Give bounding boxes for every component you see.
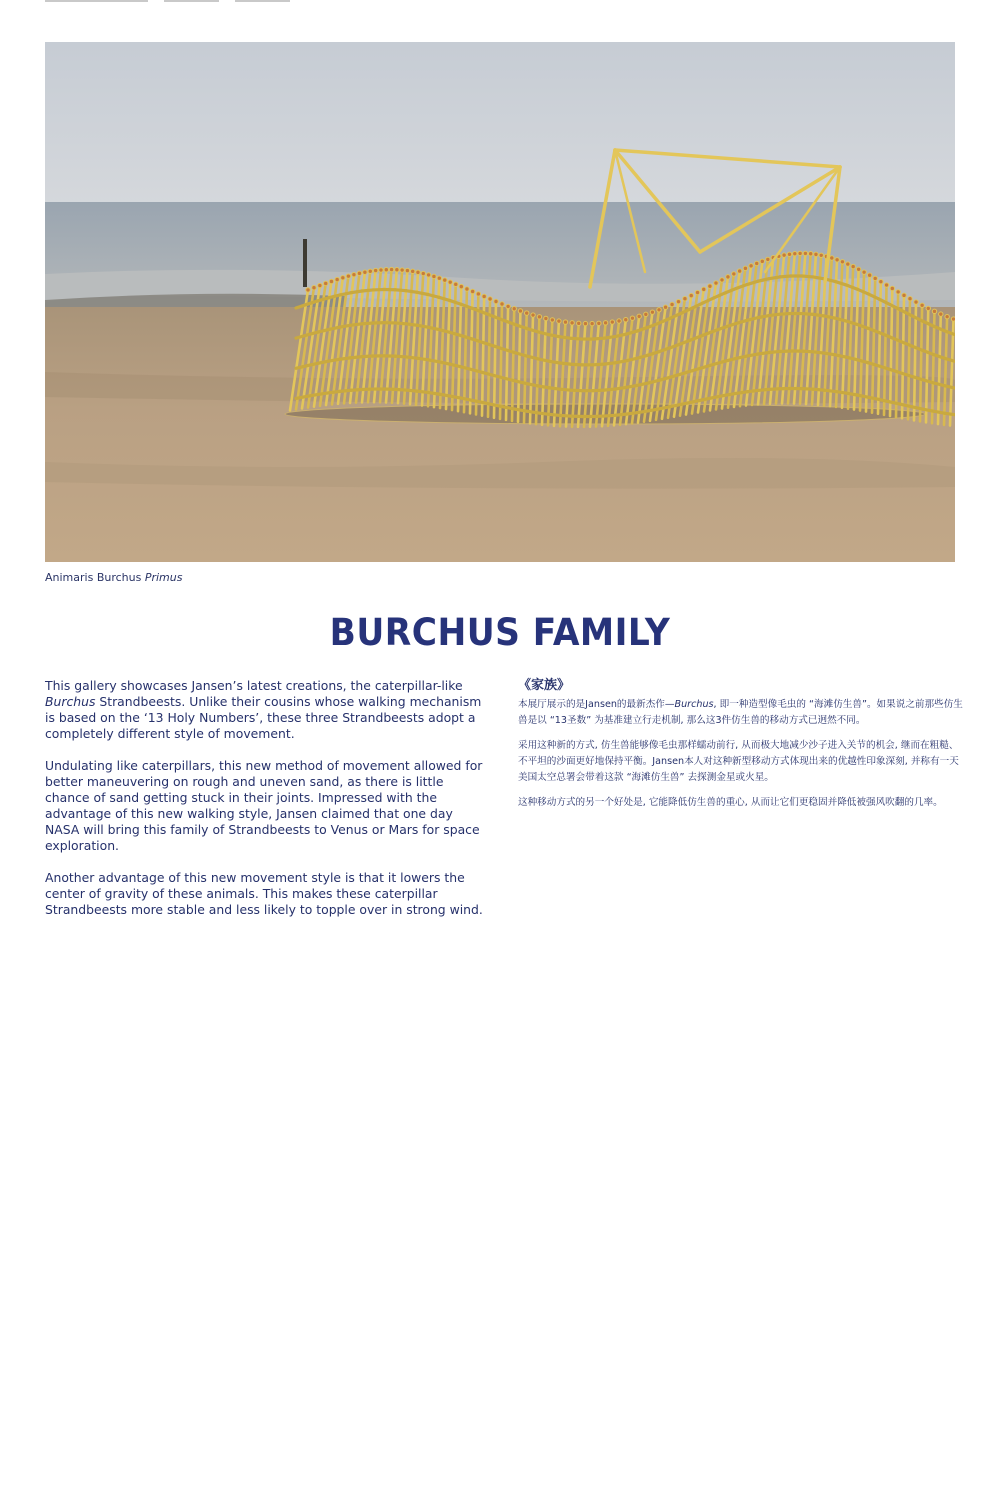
chinese-p1-end: , 即一种造型像毛虫的 “海滩仿生兽”。如果说之前那些仿生兽是以 “13圣数” 为基准建立行走机制, 那么这3件仿生兽的移动方式已迥然不同。 [518, 699, 963, 726]
english-p1-italic: Burchus [45, 694, 96, 709]
top-decorative-bar [45, 0, 290, 3]
chinese-p1-start: 本展厅展示的是Jansen的最新杰作— [518, 699, 675, 710]
photo-post [303, 239, 307, 287]
caption-italic: Primus [144, 571, 183, 584]
chinese-paragraph-2: 采用这种新的方式, 仿生兽能够像毛虫那样蠕动前行, 从而极大地减少沙子进入关节的机会, 继而在粗糙、不平坦的沙面更好地保持平衡。Jansen本人对这种新型移动方式体现出来的优越性印象深刻, 并称有一天美国太空总署会带着这款 “海滩仿生兽” 去探测金星或火星。 [518, 740, 959, 783]
english-paragraph-3: Another advantage of this new movement style is that it lowers the center of gravity of these animals. This makes these caterpillar Strandbeests more stable and less likely to topple over in strong wind. [45, 870, 483, 917]
caption-name: Animaris Burchus [45, 571, 142, 584]
photo-caption [45, 571, 182, 584]
english-p1-start: This gallery showcases Jansen’s latest creations, the caterpillar-like [45, 678, 463, 693]
english-paragraph-1 [45, 678, 485, 742]
chinese-title: 《家族》 [518, 678, 571, 693]
chinese-p1-italic: Burchus [674, 699, 714, 710]
hero-photo [45, 42, 955, 562]
chinese-paragraph-1 [518, 697, 963, 729]
english-text-column [45, 678, 485, 934]
photo-sky [45, 42, 955, 207]
chinese-text-column [518, 677, 963, 820]
chinese-paragraph-3: 这种移动方式的另一个好处是, 它能降低仿生兽的重心, 从而让它们更稳固并降低被强风吹翻的几率。 [518, 797, 943, 808]
english-paragraph-2: Undulating like caterpillars, this new method of movement allowed for better maneuvering on rough and uneven sand, as there is little chance of sand getting stuck in their joints. Impressed with the advantage of this new walking style, Jansen claimed that one day NASA will bring this family of Strandbeests to Venus or Mars for space exploration. [45, 758, 483, 853]
page-title: BURCHUS FAMILY [329, 611, 671, 654]
english-p1-end: Strandbeests. Unlike their cousins whose walking mechanism is based on the ‘13 Holy Numbers’, these three Strandbeests adopt a completely different style of movement. [45, 694, 482, 741]
